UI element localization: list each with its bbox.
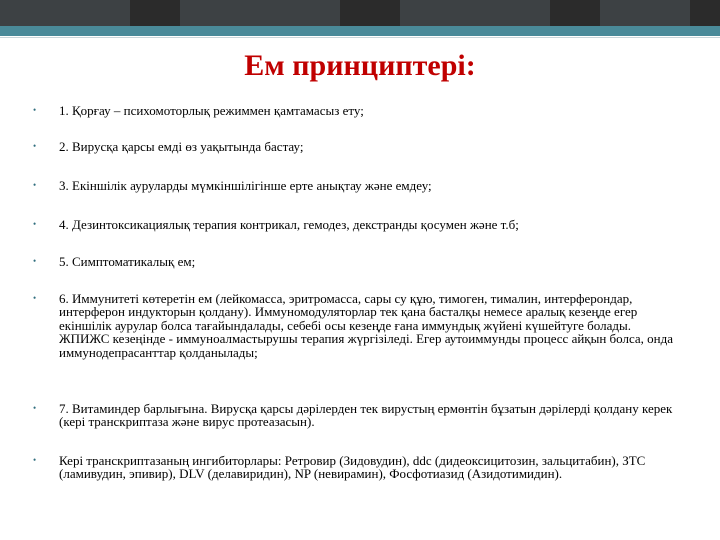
bullet: • [33,219,37,229]
divider-line [0,37,720,38]
list-item-text: 5. Симптоматикалық ем; [59,254,196,269]
list-item-text: Кері транскриптазаның ингибиторлары: Ретровир (Зидовудин), ddc (дидеоксицитозин, зальцитабин), ЗТС (ламивудин, эпивир), DLV (делавиридин), NP (невирамин), Фосфотиазид (Азидотимидин). [59,453,646,482]
accent-band [0,26,720,36]
list-item-text: 4. Дезинтоксикациялық терапия контрикал, гемодез, декстранды қосумен және т.б; [59,217,519,232]
decor-stripe [0,0,130,26]
bullet: • [33,455,37,465]
list-item-text: 3. Екіншілік ауруларды мүмкіншілігінше ерте анықтау және емдеу; [59,178,432,193]
list-item-text: 2. Вирусқа қарсы емді өз уақытында бастау; [59,139,304,154]
title-bar-decoration [0,0,720,26]
bullet: • [33,141,37,151]
decor-stripe [400,0,550,26]
list-item-text: 1. Қорғау – психомоторлық режиммен қамтамасыз ету; [59,103,364,118]
bullet: • [33,403,37,413]
decor-stripe [180,0,340,26]
slide-title: Ем принциптері: [244,49,476,82]
list-item-text: 6. Иммунитеті көтеретін ем (лейкомасса, эритромасса, сары су құю, тимоген, тималин, интерферондар, интерферон индукторын қолдану). Иммуномодуляторлар тек қана басталқы немесе аралық кезеңде егер екіншілік аурулар болса тағайындалады, себебі осы кезеңде ғана иммундық жүйені күшейтуге болады. ЖПИЖС кезеңінде - иммуноалмастырушы терапия жүргізіледі. Егер аутоиммунды процесс айқын болса, онда иммунодепрасанттар қолданылады; [59,291,674,360]
bullet: • [33,293,37,303]
bullet: • [33,105,37,115]
decor-stripe [600,0,690,26]
bullet: • [33,256,37,266]
bullet: • [33,180,37,190]
list-item-text: 7. Витаминдер барлығына. Вирусқа қарсы дәрілерден тек вирустың ермөнтін бұзатын дәрілерді қолдану керек (кері транскриптаза және вирус протеазасын). [59,401,673,430]
